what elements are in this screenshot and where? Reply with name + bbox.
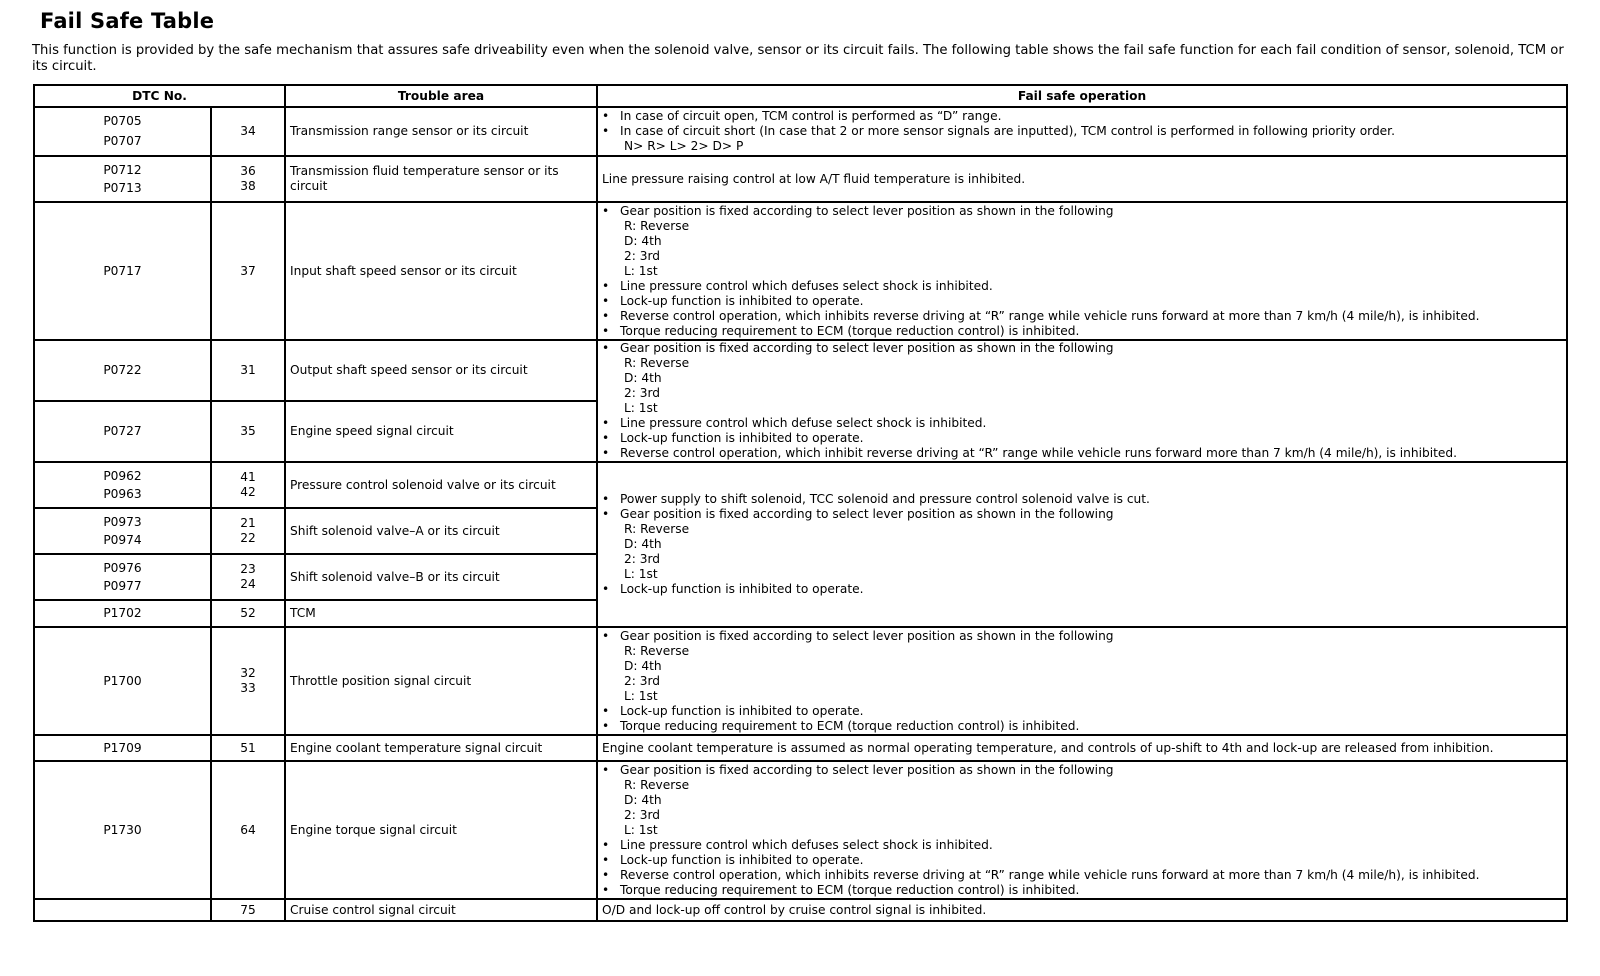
dtc-number: P0974: [103, 532, 142, 547]
operation-bullet: [602, 763, 1562, 838]
gear-item: D: 4th: [624, 537, 662, 551]
dtc-cell: P0722: [34, 340, 211, 401]
trouble-area-cell: Engine coolant temperature signal circuit: [285, 735, 597, 761]
trouble-area-cell: Shift solenoid valve–A or its circuit: [285, 508, 597, 554]
table-header-row: [34, 85, 1567, 107]
trouble-area-cell: Shift solenoid valve–B or its circuit: [285, 554, 597, 600]
code-number: 33: [240, 681, 256, 695]
code-number: 36: [240, 164, 256, 178]
code-cell: 64: [211, 761, 285, 899]
operation-bullet: • Power supply to shift solenoid, TCC solenoid and pressure control solenoid valve is cut.: [602, 492, 1562, 507]
trouble-area-cell: Engine speed signal circuit: [285, 401, 597, 462]
dtc-number: P0977: [103, 578, 142, 593]
code-cell: [211, 554, 285, 600]
code-cell: 37: [211, 202, 285, 340]
code-number: 41: [240, 470, 256, 484]
operation-cell: Engine coolant temperature is assumed as normal operating temperature, and controls of up-shift to 4th and lock-up are released from inhibition.: [597, 735, 1567, 761]
operation-bullet: • Line pressure control which defuses select shock is inhibited.: [602, 279, 1562, 294]
header-fail-safe-operation: Fail safe operation: [597, 85, 1567, 107]
dtc-number: P0976: [103, 560, 142, 575]
dtc-cell: [34, 554, 211, 600]
operation-cell: [597, 340, 1567, 462]
intro-paragraph: This function is provided by the safe mechanism that assures safe driveability even when the solenoid valve, sensor or its circuit fails. The following table shows the fail safe function for each fail condition of sensor, solenoid, TCM or its circuit.: [32, 43, 1564, 74]
code-number: 21: [240, 516, 256, 530]
table-row: [34, 107, 1567, 156]
dtc-cell: [34, 156, 211, 202]
dtc-cell: [34, 462, 211, 508]
table-row: [34, 202, 1567, 340]
operation-bullet: • Lock-up function is inhibited to operate.: [602, 294, 1562, 309]
gear-item: R: Reverse: [624, 522, 690, 536]
operation-cell: O/D and lock-up off control by cruise control signal is inhibited.: [597, 899, 1567, 921]
operation-cell: [597, 627, 1567, 735]
code-number: 38: [240, 179, 256, 193]
operation-bullet: • Lock-up function is inhibited to operate.: [602, 431, 1562, 446]
gear-item: L: 1st: [624, 567, 658, 581]
operation-cell: [597, 761, 1567, 899]
table-row: [34, 735, 1567, 761]
operation-bullet: • Torque reducing requirement to ECM (torque reduction control) is inhibited.: [602, 719, 1562, 734]
dtc-cell: P0717: [34, 202, 211, 340]
page-title: Fail Safe Table: [40, 9, 215, 33]
trouble-area-cell: Pressure control solenoid valve or its circuit: [285, 462, 597, 508]
dtc-cell: P1730: [34, 761, 211, 899]
dtc-cell: [34, 508, 211, 554]
dtc-cell: P0727: [34, 401, 211, 462]
table-row: [34, 761, 1567, 899]
operation-bullet: • Reverse control operation, which inhibit reverse driving at “R” range while vehicle runs forward more than 7 km/h (4 mile/h), is inhibited.: [602, 446, 1562, 461]
gear-item: D: 4th: [624, 233, 662, 248]
code-cell: [211, 156, 285, 202]
bullet-text: Gear position is fixed according to select lever position as shown in the following: [620, 762, 1114, 777]
code-cell: 31: [211, 340, 285, 401]
gear-item: R: Reverse: [624, 356, 690, 370]
gear-item: R: Reverse: [624, 218, 690, 233]
operation-bullet: • Lock-up function is inhibited to operate.: [602, 853, 1562, 868]
code-cell: 75: [211, 899, 285, 921]
trouble-area-cell: Transmission fluid temperature sensor or its circuit: [285, 156, 597, 202]
operation-bullet: [602, 629, 1562, 704]
trouble-area-cell: TCM: [285, 600, 597, 627]
gear-item: 2: 3rd: [624, 552, 661, 566]
operation-cell: [597, 462, 1567, 627]
operation-bullet: • Line pressure control which defuse select shock is inhibited.: [602, 416, 1562, 431]
header-trouble-area: Trouble area: [285, 85, 597, 107]
operation-bullet: • Line pressure control which defuses select shock is inhibited.: [602, 838, 1562, 853]
operation-bullet: • Reverse control operation, which inhibits reverse driving at “R” range while vehicle runs forward at more than 7 km/h (4 mile/h), is inhibited.: [602, 309, 1562, 324]
dtc-cell: P1709: [34, 735, 211, 761]
code-number: 32: [240, 666, 256, 680]
dtc-cell: [34, 107, 211, 156]
gear-item: L: 1st: [624, 822, 658, 837]
dtc-number: P0973: [103, 514, 142, 529]
gear-item: D: 4th: [624, 658, 662, 673]
gear-item: L: 1st: [624, 263, 658, 278]
gear-item: 2: 3rd: [624, 386, 661, 400]
gear-item: D: 4th: [624, 371, 662, 385]
table-row: [34, 627, 1567, 735]
bullet-text: Gear position is fixed according to select lever position as shown in the following: [620, 341, 1114, 355]
dtc-number: P0962: [103, 468, 142, 483]
operation-bullet: • Torque reducing requirement to ECM (torque reduction control) is inhibited.: [602, 324, 1562, 339]
table-row: [34, 462, 1567, 508]
code-number: 23: [240, 562, 256, 576]
code-cell: [211, 462, 285, 508]
operation-bullet: • Torque reducing requirement to ECM (torque reduction control) is inhibited.: [602, 883, 1562, 898]
operation-bullet: • Lock-up function is inhibited to operate.: [602, 582, 1562, 597]
operation-bullet: [602, 341, 1562, 416]
trouble-area-cell: Output shaft speed sensor or its circuit: [285, 340, 597, 401]
bullet-text: Gear position is fixed according to select lever position as shown in the following: [620, 203, 1114, 218]
code-cell: 52: [211, 600, 285, 627]
table-row: [34, 899, 1567, 921]
gear-item: 2: 3rd: [624, 807, 661, 822]
code-cell: 35: [211, 401, 285, 462]
dtc-number: P0963: [103, 486, 142, 501]
dtc-cell: [34, 899, 211, 921]
dtc-cell: P1700: [34, 627, 211, 735]
code-cell: 51: [211, 735, 285, 761]
trouble-area-cell: Engine torque signal circuit: [285, 761, 597, 899]
dtc-number: P0705: [103, 114, 142, 128]
dtc-cell: P1702: [34, 600, 211, 627]
operation-cell: [597, 202, 1567, 340]
code-cell: [211, 627, 285, 735]
dtc-number: P0707: [103, 134, 142, 148]
operation-bullet: • In case of circuit open, TCM control is performed as “D” range.: [602, 109, 1562, 124]
gear-item: 2: 3rd: [624, 248, 661, 263]
dtc-number: P0713: [103, 180, 142, 195]
operation-bullet: [602, 204, 1562, 279]
operation-cell: [597, 107, 1567, 156]
code-number: 22: [240, 531, 256, 545]
operation-bullet: • In case of circuit short (In case that 2 or more sensor signals are inputted), TCM control is performed in following priority order.: [602, 124, 1562, 139]
code-number: 42: [240, 485, 256, 499]
priority-order: N> R> L> 2> D> P: [624, 139, 744, 153]
operation-bullet: [602, 507, 1562, 582]
bullet-text: Gear position is fixed according to select lever position as shown in the following: [620, 507, 1114, 521]
trouble-area-cell: Cruise control signal circuit: [285, 899, 597, 921]
operation-bullet: • Reverse control operation, which inhibits reverse driving at “R” range while vehicle runs forward at more than 7 km/h (4 mile/h), is inhibited.: [602, 868, 1562, 883]
trouble-area-cell: Transmission range sensor or its circuit: [285, 107, 597, 156]
operation-bullet: • Lock-up function is inhibited to operate.: [602, 704, 1562, 719]
code-number: 24: [240, 577, 256, 591]
gear-item: L: 1st: [624, 401, 658, 415]
table-row: [34, 156, 1567, 202]
header-dtc: DTC No.: [34, 85, 285, 107]
gear-item: 2: 3rd: [624, 673, 661, 688]
code-cell: 34: [211, 107, 285, 156]
code-cell: [211, 508, 285, 554]
trouble-area-cell: Throttle position signal circuit: [285, 627, 597, 735]
gear-item: R: Reverse: [624, 777, 690, 792]
table-row: [34, 340, 1567, 401]
trouble-area-cell: Input shaft speed sensor or its circuit: [285, 202, 597, 340]
dtc-number: P0712: [103, 162, 142, 177]
bullet-text: Gear position is fixed according to select lever position as shown in the following: [620, 628, 1114, 643]
fail-safe-table: [33, 84, 1568, 922]
gear-item: R: Reverse: [624, 643, 690, 658]
gear-item: L: 1st: [624, 688, 658, 703]
operation-cell: Line pressure raising control at low A/T fluid temperature is inhibited.: [597, 156, 1567, 202]
gear-item: D: 4th: [624, 792, 662, 807]
